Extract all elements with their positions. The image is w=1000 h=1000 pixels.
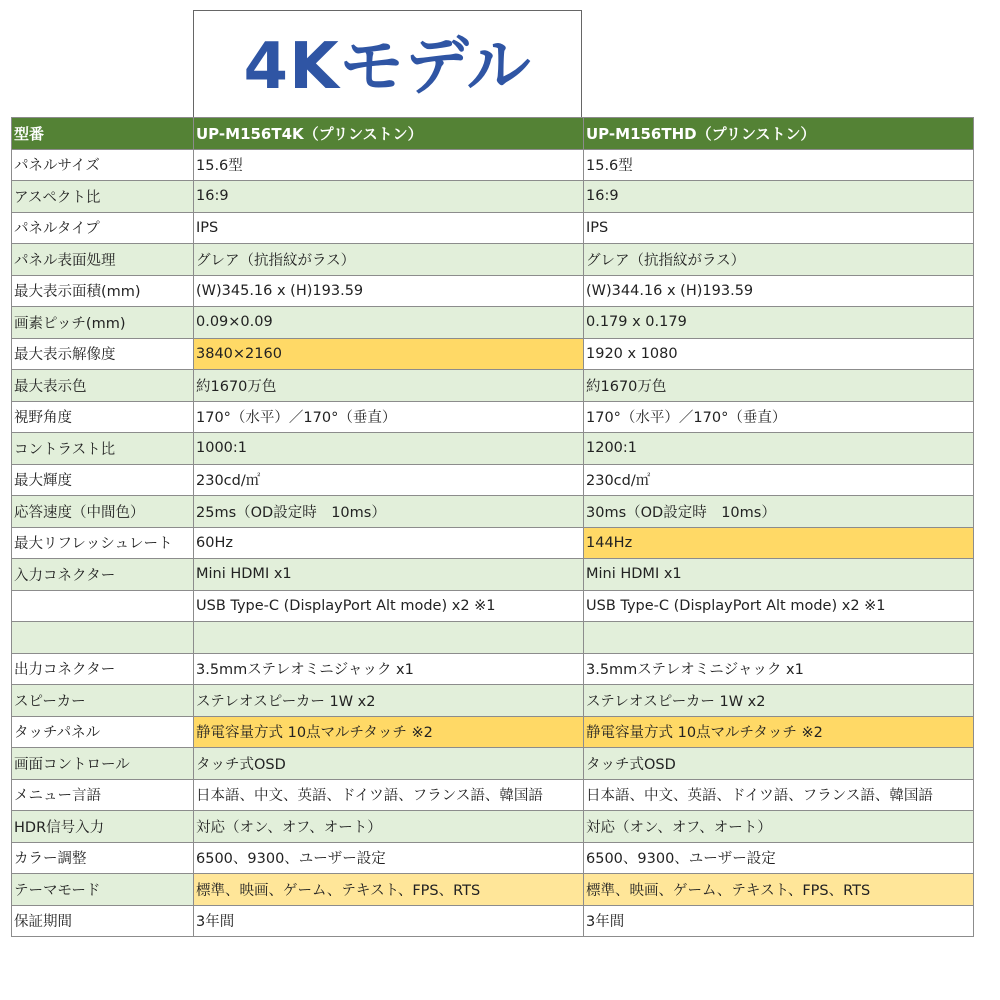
- cell-model-b: 1200:1: [584, 433, 974, 465]
- cell-model-b: 3.5mmステレオミニジャック x1: [584, 653, 974, 685]
- cell-model-b: 30ms（OD設定時 10ms）: [584, 496, 974, 528]
- cell-model-a: ステレオスピーカー 1W x2: [194, 685, 584, 717]
- table-row: [12, 275, 974, 307]
- row-label: コントラスト比: [12, 433, 194, 465]
- row-label: カラー調整: [12, 842, 194, 874]
- row-label: 応答速度（中間色）: [12, 496, 194, 528]
- cell-model-b: 3年間: [584, 905, 974, 937]
- row-label: [12, 590, 194, 622]
- cell-model-a: 15.6型: [194, 149, 584, 181]
- cell-model-b: グレア（抗指紋がラス）: [584, 244, 974, 276]
- cell-model-a: 1000:1: [194, 433, 584, 465]
- table-row: [12, 244, 974, 276]
- row-label: 保証期間: [12, 905, 194, 937]
- cell-model-b: [584, 622, 974, 654]
- cell-model-a: 3年間: [194, 905, 584, 937]
- cell-model-a: Mini HDMI x1: [194, 559, 584, 591]
- table-row: [12, 181, 974, 213]
- cell-model-b-highlight: 静電容量方式 10点マルチタッチ ※2: [584, 716, 974, 748]
- table-row: [12, 559, 974, 591]
- row-label: HDR信号入力: [12, 811, 194, 843]
- table-row: [12, 401, 974, 433]
- cell-model-b: (W)344.16 x (H)193.59: [584, 275, 974, 307]
- cell-model-b: 230cd/㎡: [584, 464, 974, 496]
- cell-model-a: 日本語、中文、英語、ドイツ語、フランス語、韓国語: [194, 779, 584, 811]
- row-label: 最大表示色: [12, 370, 194, 402]
- cell-model-b: Mini HDMI x1: [584, 559, 974, 591]
- row-label: 最大リフレッシュレート: [12, 527, 194, 559]
- cell-model-a: 230cd/㎡: [194, 464, 584, 496]
- table-row: [12, 874, 974, 906]
- row-label: 画面コントロール: [12, 748, 194, 780]
- table-row: [12, 149, 974, 181]
- table-row: [12, 685, 974, 717]
- row-label: [12, 622, 194, 654]
- table-row: [12, 370, 974, 402]
- header-model-b: UP-M156THD（プリンストン）: [584, 118, 974, 150]
- cell-model-a: [194, 622, 584, 654]
- cell-model-a-highlight: 静電容量方式 10点マルチタッチ ※2: [194, 716, 584, 748]
- header-model-a: UP-M156T4K（プリンストン）: [194, 118, 584, 150]
- cell-model-a: (W)345.16 x (H)193.59: [194, 275, 584, 307]
- table-row: [12, 338, 974, 370]
- table-row: [12, 622, 974, 654]
- row-label: テーマモード: [12, 874, 194, 906]
- table-row: [12, 653, 974, 685]
- row-label: パネル表面処理: [12, 244, 194, 276]
- header-label: 型番: [12, 118, 194, 150]
- table-row: [12, 716, 974, 748]
- model-title-box: [193, 10, 582, 117]
- row-label: メニュー言語: [12, 779, 194, 811]
- table-row: [12, 496, 974, 528]
- cell-model-a: 約1670万色: [194, 370, 584, 402]
- cell-model-a-highlight: 3840×2160: [194, 338, 584, 370]
- cell-model-a: 6500、9300、ユーザー設定: [194, 842, 584, 874]
- cell-model-a: 3.5mmステレオミニジャック x1: [194, 653, 584, 685]
- cell-model-b: ステレオスピーカー 1W x2: [584, 685, 974, 717]
- model-title: 4Kモデル: [243, 30, 532, 104]
- cell-model-b: 6500、9300、ユーザー設定: [584, 842, 974, 874]
- row-label: 最大輝度: [12, 464, 194, 496]
- cell-model-a-highlight: 標準、映画、ゲーム、テキスト、FPS、RTS: [194, 874, 584, 906]
- cell-model-b: IPS: [584, 212, 974, 244]
- cell-model-b: 対応（オン、オフ、オート）: [584, 811, 974, 843]
- cell-model-b: 15.6型: [584, 149, 974, 181]
- row-label: タッチパネル: [12, 716, 194, 748]
- table-row: [12, 527, 974, 559]
- table-row: [12, 307, 974, 339]
- cell-model-b: USB Type-C (DisplayPort Alt mode) x2 ※1: [584, 590, 974, 622]
- row-label: 出力コネクター: [12, 653, 194, 685]
- cell-model-a: タッチ式OSD: [194, 748, 584, 780]
- cell-model-a: 対応（オン、オフ、オート）: [194, 811, 584, 843]
- cell-model-a: 25ms（OD設定時 10ms）: [194, 496, 584, 528]
- cell-model-b: 0.179 x 0.179: [584, 307, 974, 339]
- table-row: [12, 811, 974, 843]
- table-row: [12, 905, 974, 937]
- row-label: パネルタイプ: [12, 212, 194, 244]
- table-row: [12, 212, 974, 244]
- row-label: 視野角度: [12, 401, 194, 433]
- row-label: 最大表示解像度: [12, 338, 194, 370]
- cell-model-b: 16:9: [584, 181, 974, 213]
- table-header-row: [12, 118, 974, 150]
- cell-model-a: 60Hz: [194, 527, 584, 559]
- row-label: 最大表示面積(mm): [12, 275, 194, 307]
- table-row: [12, 464, 974, 496]
- row-label: 入力コネクター: [12, 559, 194, 591]
- cell-model-b: 170°（水平）／170°（垂直）: [584, 401, 974, 433]
- cell-model-b: 1920 x 1080: [584, 338, 974, 370]
- cell-model-b-highlight: 標準、映画、ゲーム、テキスト、FPS、RTS: [584, 874, 974, 906]
- cell-model-b: 日本語、中文、英語、ドイツ語、フランス語、韓国語: [584, 779, 974, 811]
- table-row: [12, 433, 974, 465]
- spec-table: [11, 117, 974, 937]
- table-row: [12, 779, 974, 811]
- row-label: アスペクト比: [12, 181, 194, 213]
- row-label: 画素ピッチ(mm): [12, 307, 194, 339]
- cell-model-a: IPS: [194, 212, 584, 244]
- cell-model-b-highlight: 144Hz: [584, 527, 974, 559]
- table-row: [12, 748, 974, 780]
- cell-model-a: USB Type-C (DisplayPort Alt mode) x2 ※1: [194, 590, 584, 622]
- cell-model-b: タッチ式OSD: [584, 748, 974, 780]
- row-label: パネルサイズ: [12, 149, 194, 181]
- table-row: [12, 842, 974, 874]
- cell-model-a: グレア（抗指紋がラス）: [194, 244, 584, 276]
- row-label: スピーカー: [12, 685, 194, 717]
- cell-model-a: 16:9: [194, 181, 584, 213]
- cell-model-b: 約1670万色: [584, 370, 974, 402]
- table-row: [12, 590, 974, 622]
- cell-model-a: 0.09×0.09: [194, 307, 584, 339]
- cell-model-a: 170°（水平）／170°（垂直）: [194, 401, 584, 433]
